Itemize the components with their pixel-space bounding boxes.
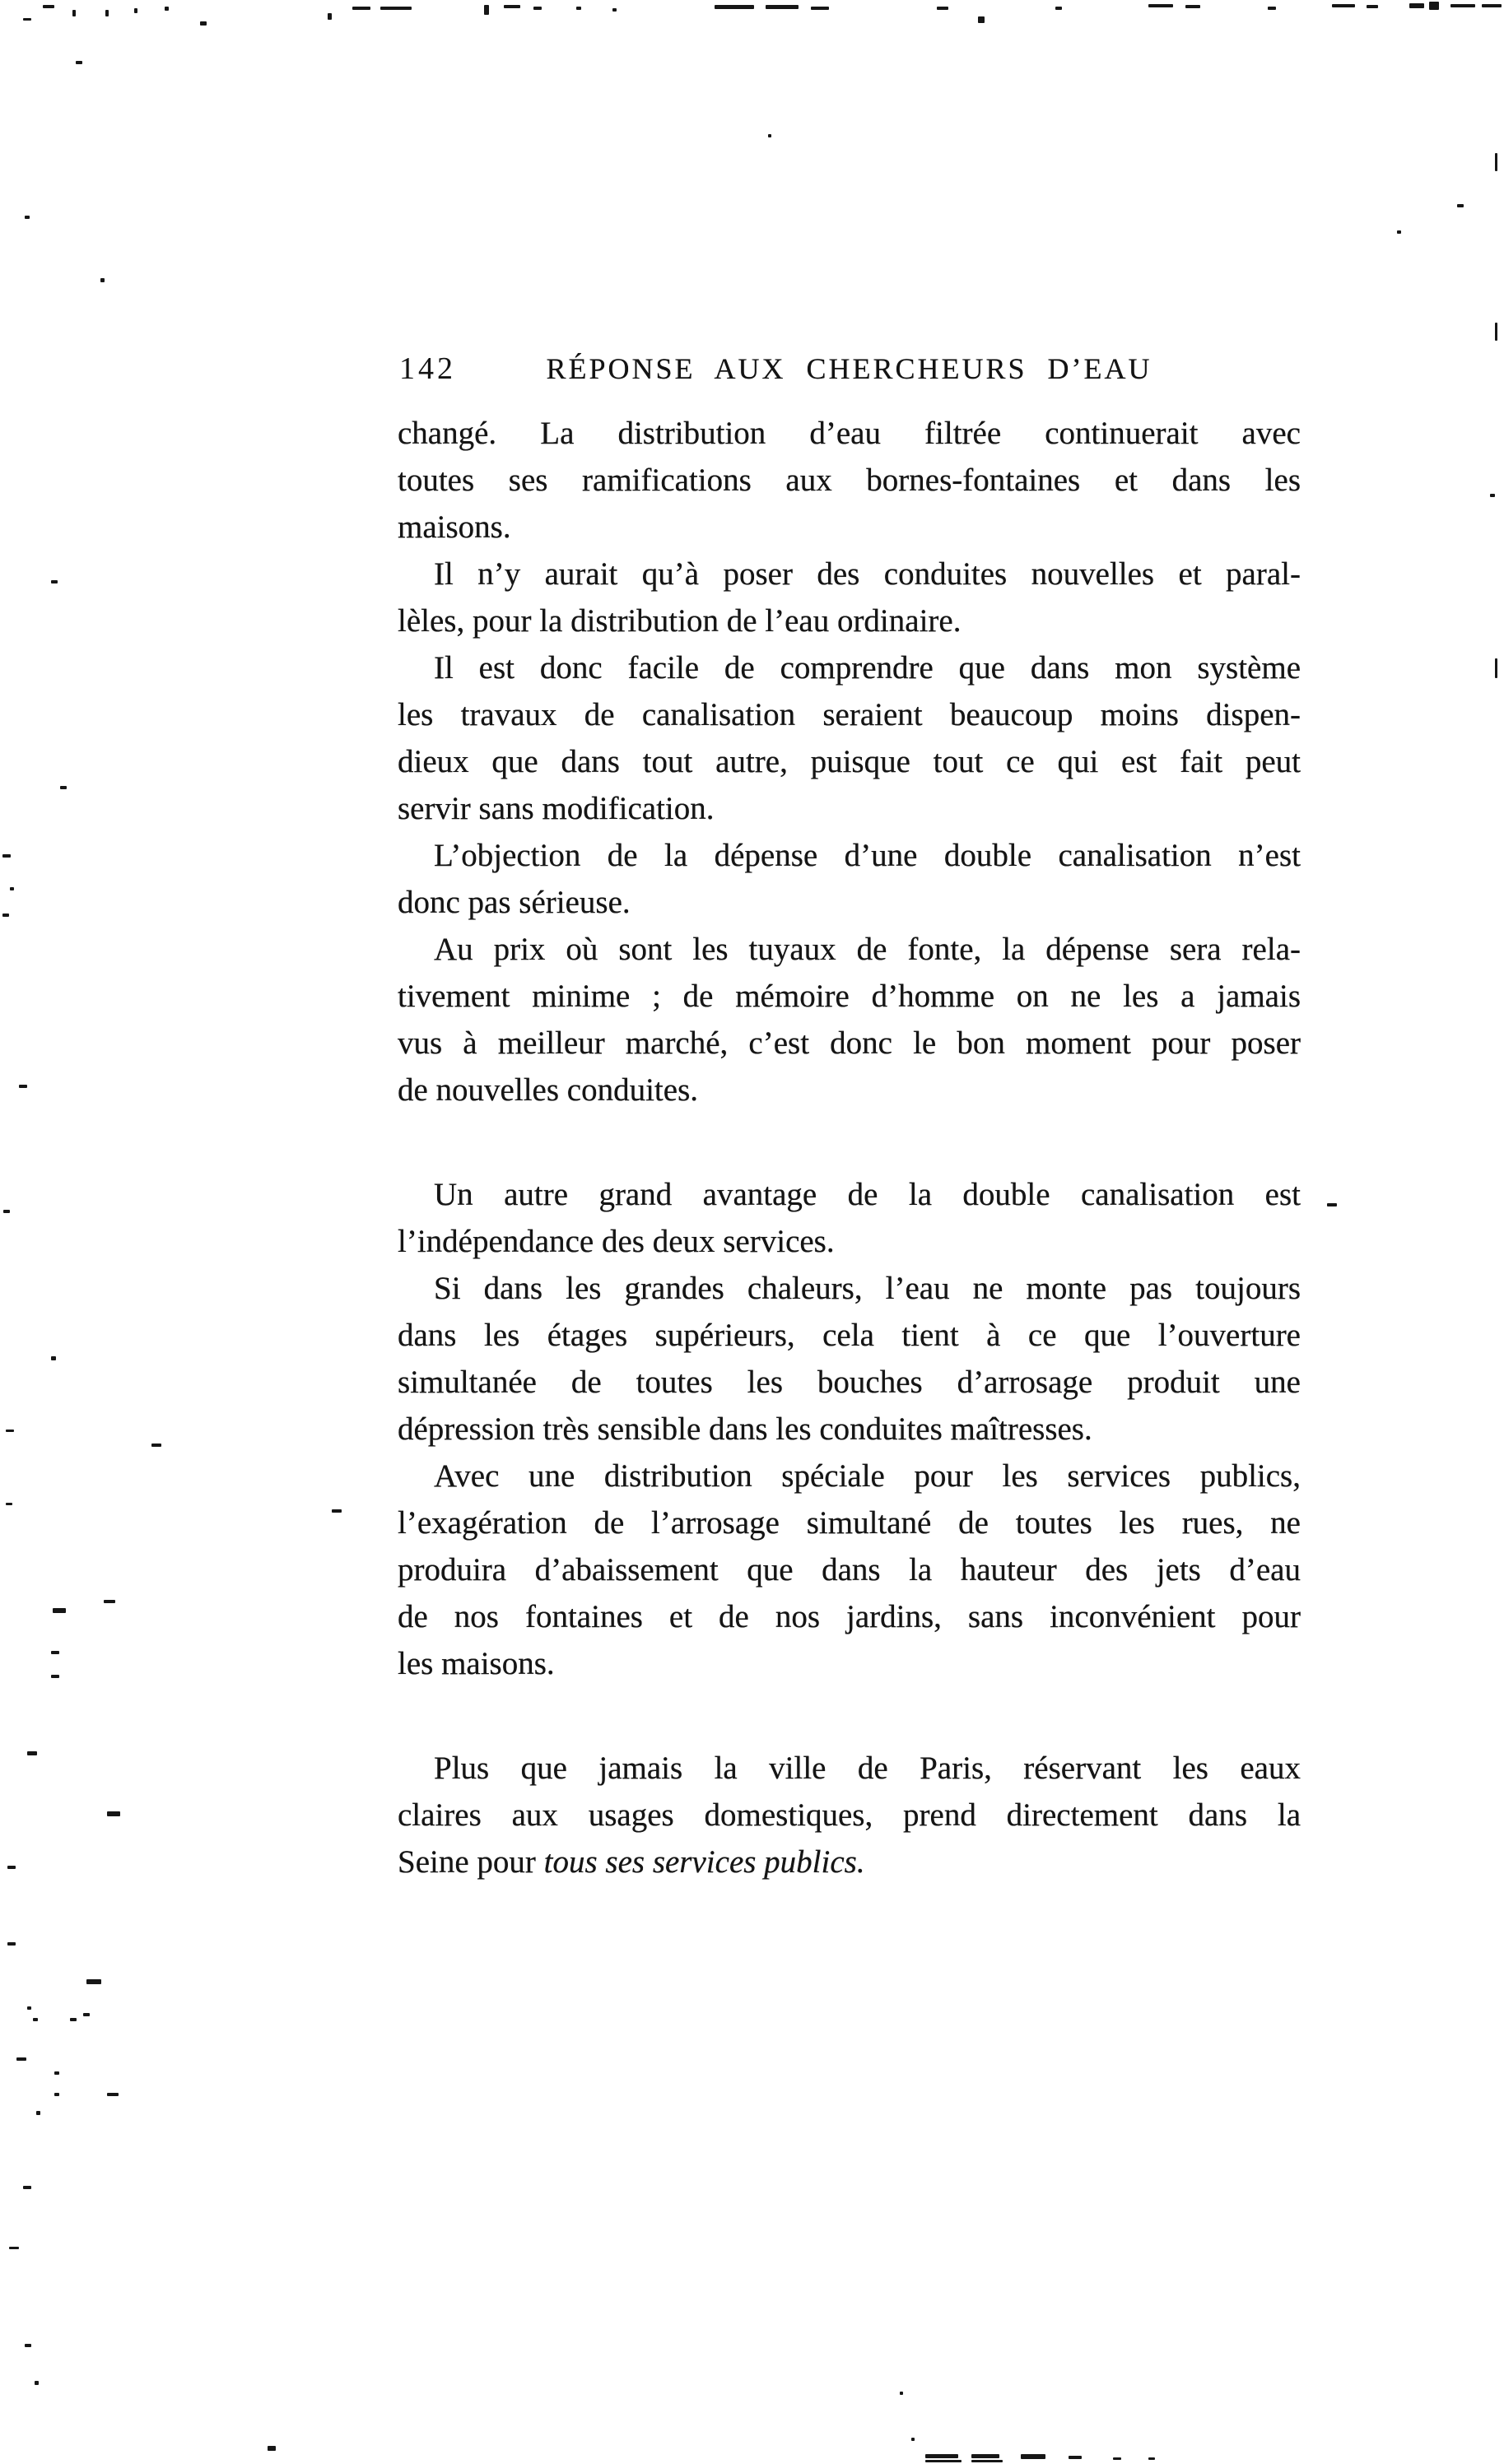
scan-artifact <box>328 13 332 20</box>
scan-artifact <box>60 786 67 789</box>
scan-artifact <box>978 16 985 23</box>
text-line: de nos fontaines et de nos jardins, sans inconvénient pour <box>398 1599 1301 1634</box>
text-line: dieux que dans tout autre, puisque tout ce qui est fait peut <box>398 744 1301 779</box>
scan-artifact <box>23 2186 31 2189</box>
scan-artifact <box>576 7 581 10</box>
text-line: les maisons. <box>398 1646 555 1681</box>
text-line <box>398 1839 1301 1885</box>
scan-artifact <box>971 2454 999 2458</box>
scan-artifact <box>35 2381 39 2385</box>
text-line: produira d’abaissement que dans la hauteur des jets d’eau <box>398 1552 1301 1588</box>
scan-artifact <box>768 134 771 137</box>
scan-artifact <box>3 1210 10 1213</box>
text-line: Plus que jamais la ville de Paris, réservant les eaux <box>434 1750 1301 1786</box>
scan-artifact <box>352 7 370 10</box>
scan-artifact <box>107 1811 120 1816</box>
scan-artifact <box>1397 230 1401 234</box>
text-line: servir sans modification. <box>398 791 715 826</box>
text-line: Si dans les grandes chaleurs, l’eau ne monte pas toujours <box>434 1271 1301 1306</box>
scan-artifact <box>766 5 799 9</box>
text-line: Au prix où sont les tuyaux de fonte, la dépense sera rela- <box>434 932 1301 967</box>
text-line: de nouvelles conduites. <box>398 1072 698 1108</box>
scan-artifact <box>911 2438 915 2441</box>
scan-artifact <box>1113 2457 1121 2460</box>
scan-artifact <box>19 1085 27 1088</box>
text-line: les travaux de canalisation seraient beaucoup moins dispen- <box>398 697 1301 732</box>
paragraph <box>398 644 1301 832</box>
text-line: tivement minime ; de mémoire d’homme on ne les a jamais <box>398 979 1301 1014</box>
text-line: claires aux usages domestiques, prend directement dans la <box>398 1797 1301 1833</box>
text-line: donc pas sérieuse. <box>398 885 631 920</box>
scan-artifact <box>1490 494 1495 497</box>
scan-artifact <box>51 1356 56 1360</box>
text-line: l’exagération de l’arrosage simultané de toutes les rues, ne <box>398 1505 1301 1541</box>
scan-artifact <box>105 10 109 16</box>
body-text <box>398 410 1301 1885</box>
paragraph <box>398 926 1301 1113</box>
scan-artifact <box>27 1751 37 1755</box>
scan-artifact <box>9 2247 19 2249</box>
scan-artifact <box>7 1942 16 1946</box>
scan-artifact <box>1367 5 1378 8</box>
scan-artifact <box>332 1509 342 1513</box>
text-line: L’objection de la dépense d’une double canalisation n’est <box>434 838 1301 873</box>
scan-artifact <box>1495 658 1497 678</box>
scan-artifact <box>54 2071 59 2075</box>
scan-artifact <box>925 2454 958 2458</box>
scan-artifact <box>53 1608 66 1613</box>
scan-artifact <box>83 2013 90 2016</box>
text-line: Un autre grand avantage de la double canalisation est <box>434 1177 1301 1212</box>
text-line: Il est donc facile de comprendre que dans mon système <box>434 650 1301 686</box>
scan-artifact <box>43 5 54 8</box>
scan-artifact <box>1148 2457 1155 2460</box>
text-line: maisons. <box>398 509 511 545</box>
scan-artifact <box>33 2018 38 2021</box>
text-line: toutes ses ramifications aux bornes-fontaines et dans les <box>398 463 1301 498</box>
scan-artifact <box>54 2093 59 2096</box>
scan-artifact <box>165 7 169 11</box>
scan-artifact <box>51 580 58 583</box>
paragraph <box>398 1453 1301 1687</box>
paragraph <box>398 1171 1301 1265</box>
scan-artifact <box>104 1600 115 1603</box>
paragraph <box>398 832 1301 926</box>
scan-artifact <box>612 8 617 12</box>
italic-phrase: tous ses services publics. <box>543 1844 865 1880</box>
scan-artifact <box>134 8 137 13</box>
scan-artifact <box>1332 4 1355 7</box>
scan-artifact <box>7 1866 16 1869</box>
text-line: changé. La distribution d’eau filtrée continuerait avec <box>398 416 1301 451</box>
scan-artifact <box>76 61 82 64</box>
scan-artifact <box>200 21 207 26</box>
scan-artifact <box>1185 5 1200 8</box>
scan-artifact <box>1450 4 1475 7</box>
scan-artifact <box>715 5 754 9</box>
text-line: dépression très sensible dans les conduites maîtresses. <box>398 1411 1092 1447</box>
scan-artifact <box>484 5 489 15</box>
paragraph <box>398 551 1301 644</box>
scan-artifact <box>1482 4 1502 7</box>
text-line: vus à meilleur marché, c’est donc le bon moment pour poser <box>398 1025 1301 1061</box>
scan-artifact <box>1055 7 1062 10</box>
scan-artifact <box>1457 204 1464 207</box>
scan-artifact <box>268 2446 276 2451</box>
scan-artifact <box>25 2344 31 2347</box>
text-line: l’indépendance des deux services. <box>398 1224 835 1259</box>
paragraph <box>398 1745 1301 1885</box>
scan-artifact <box>937 7 948 10</box>
scan-artifact <box>1495 323 1497 341</box>
scan-artifact <box>811 7 829 10</box>
scan-artifact <box>2 914 9 917</box>
running-title: RÉPONSE AUX CHERCHEURS D’EAU <box>546 352 1152 385</box>
scan-artifact <box>925 2460 962 2462</box>
scan-artifact <box>86 1979 101 1984</box>
scan-artifact <box>971 2460 1003 2462</box>
scan-artifact <box>533 7 542 10</box>
scan-artifact <box>1429 2 1439 10</box>
scan-artifact <box>16 2057 26 2061</box>
text-line: Avec une distribution spéciale pour les services publics, <box>434 1458 1301 1494</box>
scan-artifact <box>25 216 30 219</box>
text-line: lèles, pour la distribution de l’eau ordinaire. <box>398 603 962 639</box>
paragraph <box>398 1265 1301 1453</box>
scan-artifact <box>1495 153 1497 171</box>
scan-artifact <box>70 2018 77 2021</box>
paragraph <box>398 410 1301 551</box>
text-line: Il n’y aurait qu’à poser des conduites nouvelles et paral- <box>434 556 1301 592</box>
scan-artifact <box>23 18 31 21</box>
scan-artifact <box>6 1430 14 1432</box>
scan-artifact <box>100 278 105 282</box>
scan-artifact <box>1409 3 1424 8</box>
scan-artifact <box>51 1651 59 1654</box>
scan-artifact <box>1327 1203 1337 1206</box>
text-line: dans les étages supérieurs, cela tient à ce que l’ouverture <box>398 1318 1301 1353</box>
scan-artifact <box>1268 7 1276 10</box>
scan-artifact <box>51 1675 59 1678</box>
scan-artifact <box>72 10 76 16</box>
scan-artifact <box>6 1503 12 1505</box>
scan-artifact <box>27 2006 31 2010</box>
scan-artifact <box>1069 2456 1082 2459</box>
page-header <box>398 349 1301 392</box>
scan-artifact <box>151 1444 161 1447</box>
scan-artifact <box>36 2111 40 2115</box>
scan-artifact <box>1148 4 1173 7</box>
scan-artifact <box>107 2093 119 2096</box>
text-line: simultanée de toutes les bouches d’arrosage produit une <box>398 1364 1301 1400</box>
scan-artifact <box>504 5 520 8</box>
scan-artifact <box>10 887 14 890</box>
scan-artifact <box>2 854 11 858</box>
scan-artifact <box>380 7 412 10</box>
scan-artifact <box>900 2392 903 2395</box>
page-number: 142 <box>399 351 456 386</box>
text-segment: Seine pour <box>398 1844 544 1880</box>
scan-artifact <box>1021 2454 1045 2459</box>
